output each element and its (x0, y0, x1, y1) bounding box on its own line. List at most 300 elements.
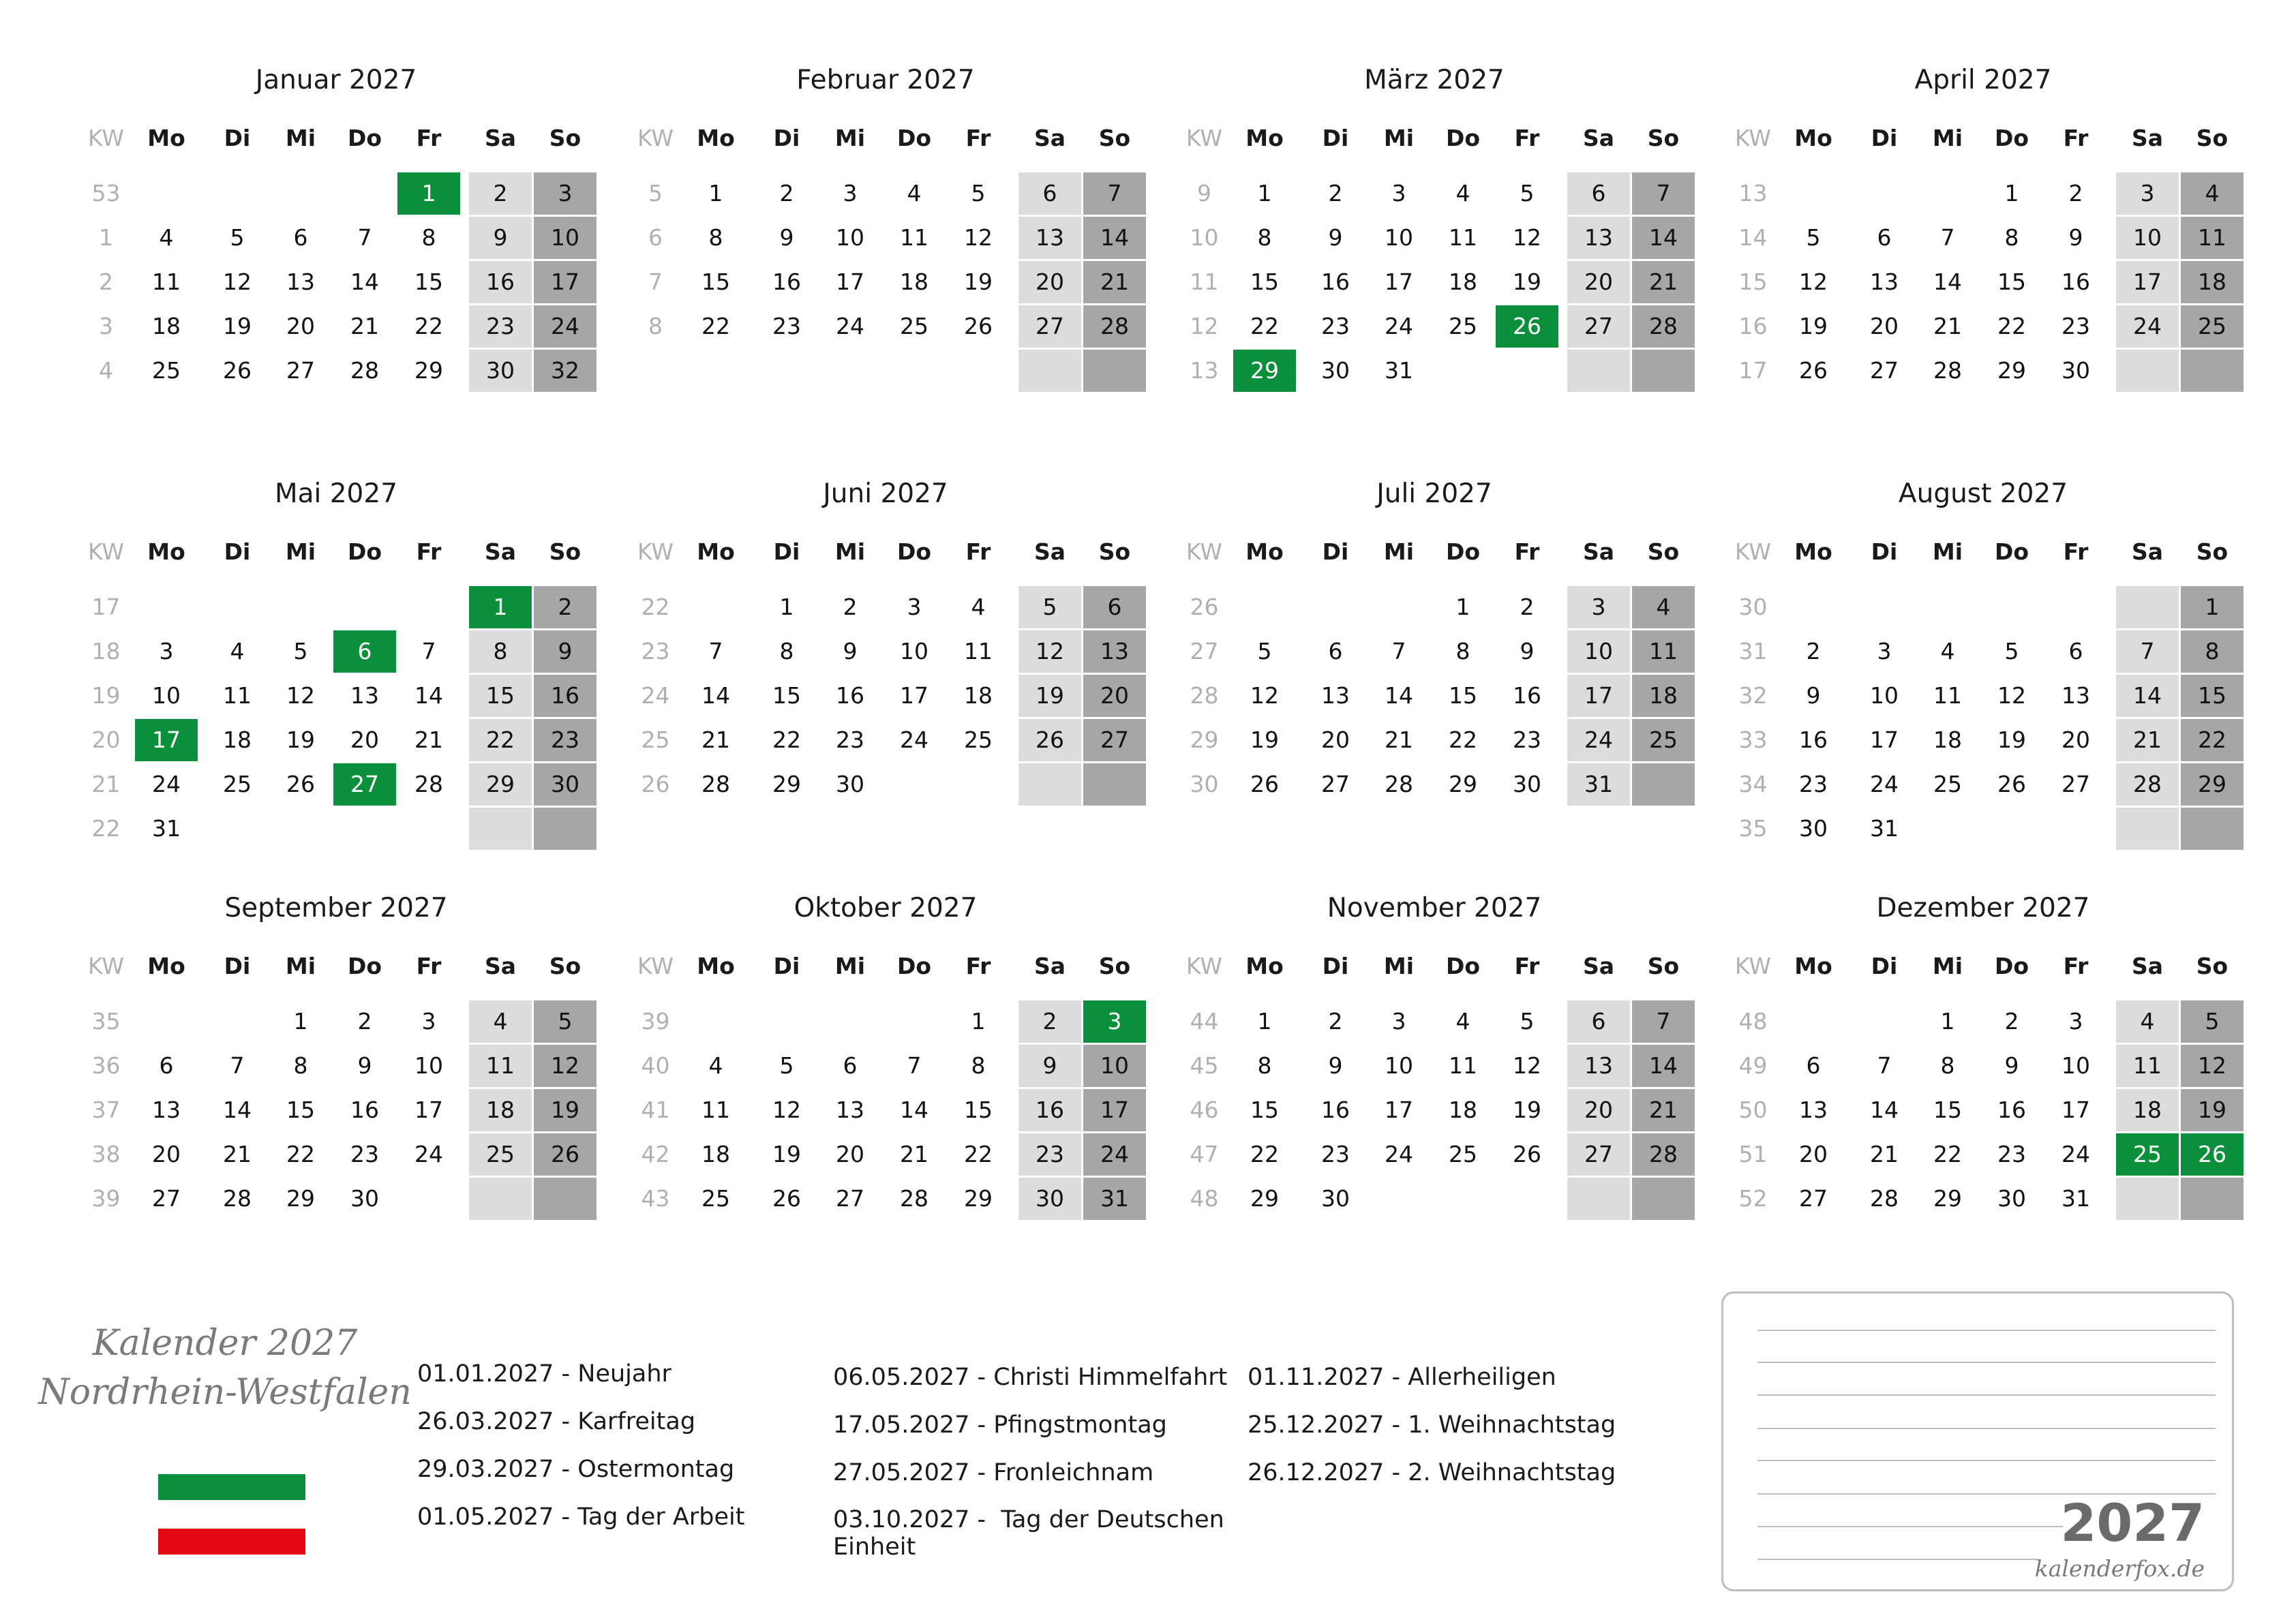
day-cell: 29 (1933, 1185, 1962, 1212)
day-cell: 9 (843, 638, 858, 664)
weekday-header: Do (1445, 953, 1481, 979)
day-cell: 23 (1997, 1141, 2026, 1167)
day-cell: 17 (1100, 1097, 1129, 1123)
sunday-cell-bg (1083, 763, 1146, 806)
week-number: 41 (641, 1097, 670, 1123)
week-number: 29 (1190, 726, 1219, 753)
month-block (77, 478, 595, 852)
day-cell: 4 (2140, 1008, 2155, 1035)
day-cell: 8 (971, 1052, 986, 1079)
weekday-header: Di (224, 538, 251, 565)
day-cell: 30 (1513, 771, 1541, 797)
day-cell: 28 (414, 771, 443, 797)
day-cell: 8 (1455, 638, 1470, 664)
day-cell: 11 (2198, 224, 2226, 251)
weekday-header: Sa (484, 125, 517, 151)
day-cell: 16 (350, 1097, 379, 1123)
week-number: 31 (1738, 638, 1768, 664)
day-cell: 25 (900, 313, 928, 339)
day-cell: 26 (772, 1185, 801, 1212)
day-cell: 24 (1584, 726, 1613, 753)
sunday-cell-bg (1632, 1178, 1695, 1220)
week-number: 30 (1190, 771, 1219, 797)
day-cell: 11 (486, 1052, 515, 1079)
day-cell: 14 (1933, 269, 1962, 295)
day-cell: 8 (293, 1052, 308, 1079)
weekday-header: Mo (1245, 125, 1284, 151)
day-cell: 29 (486, 771, 515, 797)
weekday-header: Sa (2131, 538, 2164, 565)
day-cell: 10 (1870, 682, 1899, 709)
day-cell: 10 (900, 638, 928, 664)
day-cell: 28 (1649, 1141, 1678, 1167)
week-number: 14 (1738, 224, 1768, 251)
week-number: 51 (1738, 1141, 1768, 1167)
day-cell: 31 (152, 815, 181, 842)
week-number: 16 (1738, 313, 1768, 339)
day-cell: 13 (1100, 638, 1129, 664)
day-cell: 7 (230, 1052, 245, 1079)
day-cell: 4 (493, 1008, 508, 1035)
day-cell: 26 (964, 313, 993, 339)
weekday-header: Di (1871, 125, 1898, 151)
day-cell: 1 (971, 1008, 986, 1035)
day-cell: 18 (1933, 726, 1962, 753)
note-line (1757, 1428, 2216, 1429)
day-cell: 6 (1806, 1052, 1821, 1079)
day-cell: 21 (1649, 1097, 1678, 1123)
day-cell: 20 (1870, 313, 1899, 339)
day-cell: 13 (1321, 682, 1350, 709)
day-cell: 9 (1328, 224, 1343, 251)
note-line (1757, 1526, 2063, 1527)
day-cell: 14 (1649, 1052, 1678, 1079)
week-number: 44 (1190, 1008, 1219, 1035)
weekday-header: Di (773, 538, 800, 565)
day-cell: 22 (772, 726, 801, 753)
week-number: 15 (1738, 269, 1768, 295)
day-cell: 23 (836, 726, 864, 753)
day-cell: 12 (551, 1052, 579, 1079)
saturday-cell-bg (469, 808, 532, 850)
week-number: 34 (1738, 771, 1768, 797)
day-cell: 30 (350, 1185, 379, 1212)
holiday-item: 01.11.2027 - Allerheiligen (1248, 1364, 1556, 1391)
day-cell: 4 (971, 594, 986, 620)
weekday-header: Fr (965, 538, 991, 565)
month-title: Juni 2027 (823, 478, 948, 509)
week-number: 9 (1197, 180, 1211, 206)
day-cell: 22 (1250, 1141, 1279, 1167)
day-cell: 10 (836, 224, 864, 251)
day-cell: 3 (421, 1008, 436, 1035)
month-block (1175, 478, 1693, 852)
weekday-header: Fr (2063, 953, 2089, 979)
weekday-header: Do (896, 125, 932, 151)
holiday-day-cell: 3 (1083, 1000, 1146, 1043)
day-cell: 27 (1584, 313, 1613, 339)
week-number: 24 (641, 682, 670, 709)
week-number: 33 (1738, 726, 1768, 753)
day-cell: 12 (286, 682, 315, 709)
day-cell: 7 (1656, 180, 1671, 206)
day-cell: 17 (551, 269, 579, 295)
day-cell: 11 (152, 269, 181, 295)
month-title: September 2027 (224, 893, 448, 923)
day-cell: 24 (551, 313, 579, 339)
day-cell: 2 (493, 180, 508, 206)
day-cell: 11 (1449, 1052, 1477, 1079)
weekday-header: Do (896, 953, 932, 979)
holiday-item: 03.10.2027 - Tag der Deutschen Einheit (833, 1506, 1232, 1561)
weekday-header: Sa (1582, 538, 1615, 565)
day-cell: 10 (2061, 1052, 2090, 1079)
kw-header: KW (637, 125, 674, 151)
day-cell: 15 (1449, 682, 1477, 709)
day-cell: 18 (152, 313, 181, 339)
month-title: Januar 2027 (255, 65, 417, 95)
day-cell: 20 (1584, 1097, 1613, 1123)
day-cell: 18 (1449, 1097, 1477, 1123)
day-cell: 28 (1385, 771, 1413, 797)
day-cell: 1 (708, 180, 723, 206)
day-cell: 4 (1940, 638, 1955, 664)
day-cell: 3 (1877, 638, 1892, 664)
day-cell: 16 (1799, 726, 1828, 753)
day-cell: 8 (493, 638, 508, 664)
day-cell: 11 (1649, 638, 1678, 664)
day-cell: 28 (1870, 1185, 1899, 1212)
weekday-header: Fr (416, 953, 442, 979)
day-cell: 2 (1520, 594, 1535, 620)
holiday-item: 17.05.2027 - Pfingstmontag (833, 1411, 1167, 1439)
day-cell: 17 (2133, 269, 2162, 295)
day-cell: 8 (1257, 224, 1272, 251)
day-cell: 13 (1870, 269, 1899, 295)
weekday-header: Di (224, 953, 251, 979)
day-cell: 21 (1649, 269, 1678, 295)
day-cell: 19 (964, 269, 993, 295)
day-cell: 19 (772, 1141, 801, 1167)
day-cell: 4 (1656, 594, 1671, 620)
day-cell: 20 (286, 313, 315, 339)
holiday-day-cell: 17 (135, 719, 198, 761)
saturday-cell-bg (2116, 586, 2179, 628)
day-cell: 5 (293, 638, 308, 664)
day-cell: 17 (1584, 682, 1613, 709)
note-line (1757, 1559, 2037, 1560)
holiday-item: 25.12.2027 - 1. Weihnachtstag (1248, 1411, 1616, 1439)
day-cell: 17 (414, 1097, 443, 1123)
day-cell: 5 (971, 180, 986, 206)
holiday-list-col3 (1248, 1363, 1643, 1506)
day-cell: 24 (1870, 771, 1899, 797)
weekday-header: Fr (2063, 538, 2089, 565)
day-cell: 9 (779, 224, 794, 251)
day-cell: 19 (1250, 726, 1279, 753)
kw-header: KW (1185, 538, 1223, 565)
day-cell: 7 (907, 1052, 922, 1079)
day-cell: 1 (1257, 1008, 1272, 1035)
day-cell: 25 (486, 1141, 515, 1167)
day-cell: 5 (2205, 1008, 2220, 1035)
weekday-header: Fr (2063, 125, 2089, 151)
day-cell: 12 (1250, 682, 1279, 709)
weekday-header: Mo (1794, 953, 1832, 979)
day-cell: 21 (900, 1141, 928, 1167)
sunday-cell-bg (2181, 350, 2244, 392)
week-number: 36 (91, 1052, 121, 1079)
day-cell: 9 (357, 1052, 372, 1079)
day-cell: 23 (350, 1141, 379, 1167)
day-cell: 5 (2004, 638, 2019, 664)
day-cell: 13 (836, 1097, 864, 1123)
day-cell: 30 (1799, 815, 1828, 842)
day-cell: 16 (1321, 1097, 1350, 1123)
day-cell: 7 (708, 638, 723, 664)
day-cell: 3 (2068, 1008, 2083, 1035)
day-cell: 27 (1870, 357, 1899, 384)
weekday-header: Fr (416, 125, 442, 151)
day-cell: 19 (1513, 269, 1541, 295)
sunday-cell-bg (1632, 350, 1695, 392)
day-cell: 25 (964, 726, 993, 753)
day-cell: 18 (2198, 269, 2226, 295)
week-number: 53 (91, 180, 121, 206)
holiday-item: 29.03.2027 - Ostermontag (417, 1456, 735, 1483)
week-number: 19 (91, 682, 121, 709)
day-cell: 16 (1321, 269, 1350, 295)
weekday-header: Fr (1514, 538, 1540, 565)
day-cell: 20 (836, 1141, 864, 1167)
day-cell: 8 (708, 224, 723, 251)
day-cell: 17 (1385, 269, 1413, 295)
sunday-cell-bg (2181, 808, 2244, 850)
day-cell: 11 (1449, 224, 1477, 251)
day-cell: 31 (1385, 357, 1413, 384)
day-cell: 30 (1997, 1185, 2026, 1212)
day-cell: 26 (223, 357, 252, 384)
weekday-header: Mo (147, 953, 185, 979)
weekday-header: Sa (1582, 125, 1615, 151)
weekday-header: Mo (147, 125, 185, 151)
day-cell: 15 (701, 269, 730, 295)
weekday-header: Di (1871, 538, 1898, 565)
day-cell: 1 (1257, 180, 1272, 206)
day-cell: 27 (1584, 1141, 1613, 1167)
sunday-cell-bg (2181, 1178, 2244, 1220)
day-cell: 28 (1933, 357, 1962, 384)
month-block (1724, 893, 2242, 1266)
day-cell: 27 (1100, 726, 1129, 753)
weekday-header: Mi (1932, 538, 1963, 565)
day-cell: 21 (701, 726, 730, 753)
day-cell: 29 (2198, 771, 2226, 797)
day-cell: 27 (286, 357, 315, 384)
saturday-cell-bg (2116, 1178, 2179, 1220)
day-cell: 12 (1513, 224, 1541, 251)
weekday-header: Mi (1383, 953, 1415, 979)
week-number: 43 (641, 1185, 670, 1212)
week-number: 35 (91, 1008, 121, 1035)
day-cell: 7 (1391, 638, 1406, 664)
day-cell: 13 (1584, 224, 1613, 251)
day-cell: 19 (551, 1097, 579, 1123)
weekday-header: So (549, 125, 581, 151)
weekday-header: Sa (1033, 953, 1066, 979)
week-number: 1 (99, 224, 113, 251)
week-number: 49 (1738, 1052, 1768, 1079)
day-cell: 9 (1328, 1052, 1343, 1079)
day-cell: 9 (1042, 1052, 1057, 1079)
title-line-year: Kalender 2027 (92, 1323, 358, 1364)
day-cell: 15 (772, 682, 801, 709)
day-cell: 27 (1799, 1185, 1828, 1212)
month-title: Dezember 2027 (1876, 893, 2090, 923)
weekday-header: Do (1445, 538, 1481, 565)
weekday-header: Mi (285, 125, 316, 151)
day-cell: 14 (1870, 1097, 1899, 1123)
day-cell: 17 (900, 682, 928, 709)
day-cell: 3 (1591, 594, 1606, 620)
week-number: 6 (648, 224, 663, 251)
day-cell: 19 (2198, 1097, 2226, 1123)
day-cell: 14 (350, 269, 379, 295)
day-cell: 12 (964, 224, 993, 251)
week-number: 39 (91, 1185, 121, 1212)
note-line (1757, 1460, 2216, 1461)
day-cell: 16 (1036, 1097, 1064, 1123)
day-cell: 17 (1385, 1097, 1413, 1123)
day-cell: 8 (2205, 638, 2220, 664)
day-cell: 2 (1328, 1008, 1343, 1035)
day-cell: 10 (152, 682, 181, 709)
saturday-cell-bg (2116, 808, 2179, 850)
day-cell: 15 (1250, 1097, 1279, 1123)
weekday-header: Di (1322, 538, 1349, 565)
week-number: 39 (641, 1008, 670, 1035)
note-line (1757, 1394, 2216, 1396)
day-cell: 24 (152, 771, 181, 797)
day-cell: 15 (286, 1097, 315, 1123)
weekday-header: So (549, 953, 581, 979)
weekday-header: Fr (965, 953, 991, 979)
week-number: 38 (91, 1141, 121, 1167)
day-cell: 19 (223, 313, 252, 339)
month-title: Mai 2027 (274, 478, 398, 509)
day-cell: 5 (558, 1008, 573, 1035)
day-cell: 5 (779, 1052, 794, 1079)
day-cell: 18 (1649, 682, 1678, 709)
week-number: 2 (99, 269, 113, 295)
month-title: Oktober 2027 (794, 893, 978, 923)
weekday-header: Di (224, 125, 251, 151)
week-number: 3 (99, 313, 113, 339)
holiday-item: 26.03.2027 - Karfreitag (417, 1408, 696, 1435)
day-cell: 21 (414, 726, 443, 753)
weekday-header: Mi (1383, 538, 1415, 565)
week-number: 48 (1190, 1185, 1219, 1212)
weekday-header: Mo (1245, 538, 1284, 565)
day-cell: 8 (1940, 1052, 1955, 1079)
calendar-title (34, 1319, 416, 1417)
day-cell: 16 (486, 269, 515, 295)
day-cell: 26 (1036, 726, 1064, 753)
day-cell: 14 (1385, 682, 1413, 709)
flag-red-stripe (158, 1529, 305, 1555)
day-cell: 6 (1591, 180, 1606, 206)
month-title: März 2027 (1364, 65, 1505, 95)
day-cell: 22 (1933, 1141, 1962, 1167)
day-cell: 11 (964, 638, 993, 664)
weekday-header: Do (1994, 538, 2029, 565)
day-cell: 1 (2205, 594, 2220, 620)
day-cell: 10 (1385, 224, 1413, 251)
day-cell: 13 (1584, 1052, 1613, 1079)
day-cell: 12 (1036, 638, 1064, 664)
day-cell: 6 (843, 1052, 858, 1079)
weekday-header: Sa (484, 538, 517, 565)
day-cell: 27 (1321, 771, 1350, 797)
weekday-header: Mi (285, 538, 316, 565)
day-cell: 9 (558, 638, 573, 664)
day-cell: 2 (2068, 180, 2083, 206)
weekday-header: So (1098, 125, 1131, 151)
day-cell: 23 (2061, 313, 2090, 339)
holiday-day-cell: 27 (333, 763, 396, 806)
week-number: 47 (1190, 1141, 1219, 1167)
day-cell: 18 (701, 1141, 730, 1167)
day-cell: 23 (1036, 1141, 1064, 1167)
day-cell: 21 (2133, 726, 2162, 753)
day-cell: 5 (1042, 594, 1057, 620)
day-cell: 8 (421, 224, 436, 251)
day-cell: 4 (159, 224, 174, 251)
week-number: 26 (1190, 594, 1219, 620)
day-cell: 20 (1036, 269, 1064, 295)
week-number: 13 (1738, 180, 1768, 206)
week-number: 13 (1190, 357, 1219, 384)
day-cell: 20 (2061, 726, 2090, 753)
notes-site: kalenderfox.de (2034, 1555, 2205, 1582)
day-cell: 27 (152, 1185, 181, 1212)
day-cell: 10 (1584, 638, 1613, 664)
month-title: November 2027 (1327, 893, 1542, 923)
weekday-header: Sa (2131, 125, 2164, 151)
day-cell: 4 (230, 638, 245, 664)
holiday-day-cell: 26 (2181, 1133, 2244, 1176)
day-cell: 19 (1513, 1097, 1541, 1123)
day-cell: 19 (1799, 313, 1828, 339)
saturday-cell-bg (2116, 350, 2179, 392)
kw-header: KW (637, 953, 674, 979)
day-cell: 31 (1100, 1185, 1129, 1212)
weekday-header: So (2196, 953, 2229, 979)
weekday-header: So (1647, 125, 1680, 151)
flag-green-stripe (158, 1474, 305, 1500)
week-number: 4 (99, 357, 113, 384)
day-cell: 30 (836, 771, 864, 797)
day-cell: 15 (1997, 269, 2026, 295)
day-cell: 21 (1385, 726, 1413, 753)
day-cell: 18 (1449, 269, 1477, 295)
day-cell: 22 (414, 313, 443, 339)
day-cell: 9 (2004, 1052, 2019, 1079)
kw-header: KW (1185, 953, 1223, 979)
day-cell: 11 (2133, 1052, 2162, 1079)
holiday-item: 01.01.2027 - Neujahr (417, 1360, 671, 1388)
day-cell: 24 (2133, 313, 2162, 339)
